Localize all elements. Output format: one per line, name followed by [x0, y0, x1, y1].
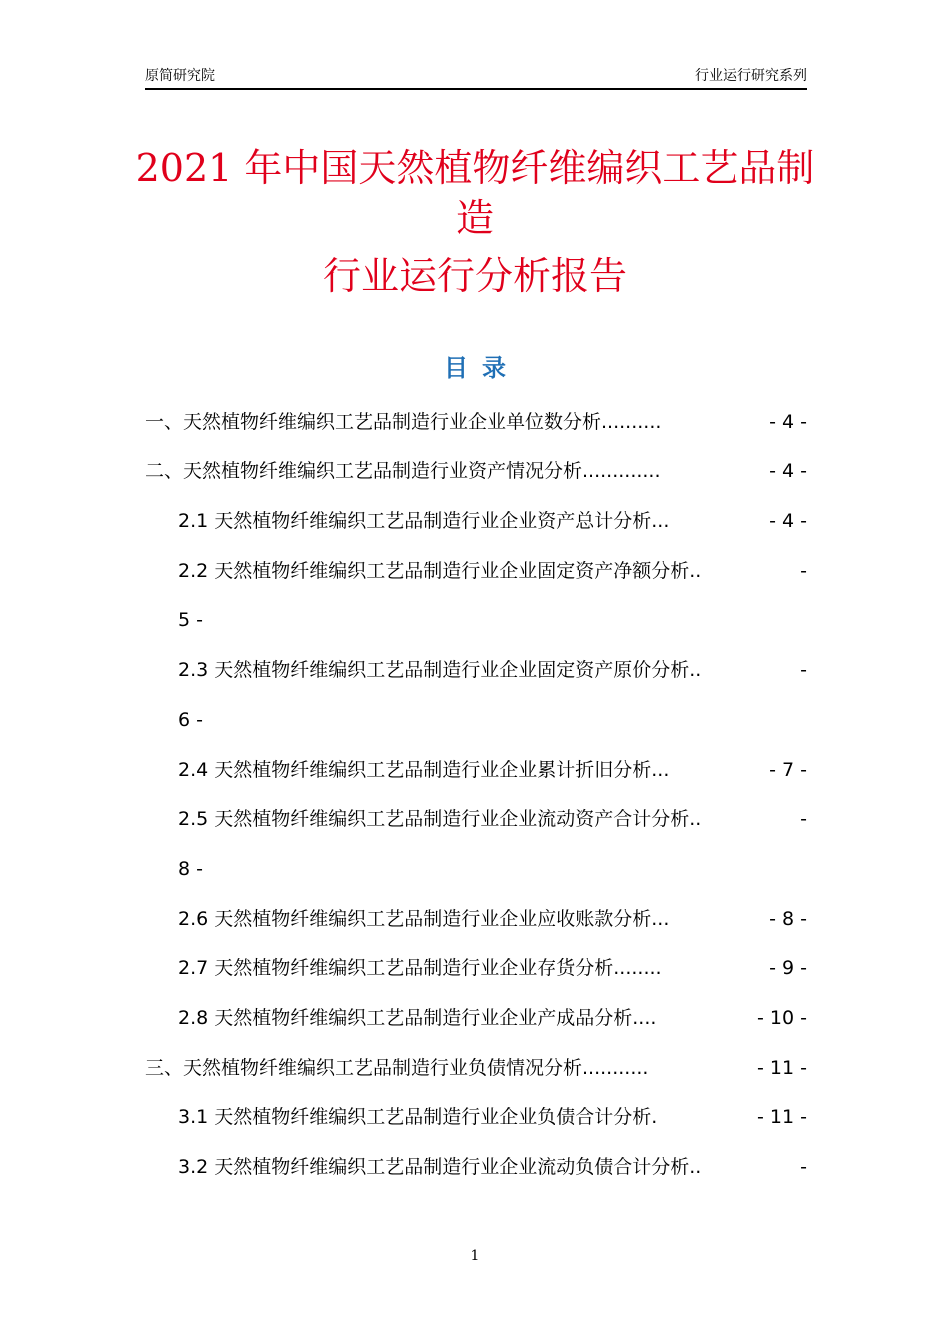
toc-page-2-3[interactable]: - — [800, 659, 807, 681]
toc-page-3-2[interactable]: - — [800, 1156, 807, 1178]
toc-entry-2-4[interactable]: 2.4 天然植物纤维编织工艺品制造行业企业累计折旧分析... — [178, 759, 670, 781]
toc-page-2[interactable]: - 4 - — [769, 460, 807, 482]
report-title-line-3: 行业运行分析报告 — [322, 254, 627, 298]
toc-entry-2-8[interactable]: 2.8 天然植物纤维编织工艺品制造行业企业产成品分析.... — [178, 1007, 657, 1029]
toc-page-2-1[interactable]: - 4 - — [769, 510, 807, 532]
toc-page-2-8[interactable]: - 10 - — [757, 1007, 807, 1029]
toc-page-2-7[interactable]: - 9 - — [769, 957, 807, 979]
toc-page-2-3-wrap[interactable]: 6 - — [178, 709, 203, 731]
page-header — [145, 66, 807, 90]
toc-page-2-5-wrap[interactable]: 8 - — [178, 858, 203, 880]
toc-entry-2-3[interactable]: 2.3 天然植物纤维编织工艺品制造行业企业固定资产原价分析.. — [178, 659, 702, 681]
toc-entry-2[interactable]: 二、天然植物纤维编织工艺品制造行业资产情况分析............. — [145, 460, 661, 482]
report-title-line-1: 2021 年中国天然植物纤维编织工艺品制 — [135, 146, 815, 190]
toc-entry-2-5[interactable]: 2.5 天然植物纤维编织工艺品制造行业企业流动资产合计分析.. — [178, 808, 702, 830]
toc-entry-2-6[interactable]: 2.6 天然植物纤维编织工艺品制造行业企业应收账款分析... — [178, 908, 670, 930]
page-number: 1 — [470, 1248, 480, 1264]
toc-entry-3[interactable]: 三、天然植物纤维编织工艺品制造行业负债情况分析........... — [145, 1057, 649, 1079]
toc-page-1[interactable]: - 4 - — [769, 411, 807, 433]
toc-page-2-5[interactable]: - — [800, 808, 807, 830]
toc-entry-2-1[interactable]: 2.1 天然植物纤维编织工艺品制造行业企业资产总计分析... — [178, 510, 670, 532]
toc-page-2-4[interactable]: - 7 - — [769, 759, 807, 781]
header-organization: 原简研究院 — [145, 68, 215, 84]
toc-entry-3-2[interactable]: 3.2 天然植物纤维编织工艺品制造行业企业流动负债合计分析.. — [178, 1156, 702, 1178]
toc-entry-2-7[interactable]: 2.7 天然植物纤维编织工艺品制造行业企业存货分析........ — [178, 957, 662, 979]
toc-entry-1[interactable]: 一、天然植物纤维编织工艺品制造行业企业单位数分析.......... — [145, 411, 662, 433]
toc-page-2-6[interactable]: - 8 - — [769, 908, 807, 930]
toc-entry-2-2[interactable]: 2.2 天然植物纤维编织工艺品制造行业企业固定资产净额分析.. — [178, 560, 702, 582]
toc-page-3-1[interactable]: - 11 - — [757, 1106, 807, 1128]
toc-page-3[interactable]: - 11 - — [757, 1057, 807, 1079]
toc-entry-3-1[interactable]: 3.1 天然植物纤维编织工艺品制造行业企业负债合计分析. — [178, 1106, 658, 1128]
report-title-line-2: 造 — [455, 196, 494, 240]
toc-page-2-2[interactable]: - — [800, 560, 807, 582]
toc-heading: 目录 — [444, 354, 520, 382]
header-series: 行业运行研究系列 — [695, 68, 807, 84]
toc-page-2-2-wrap[interactable]: 5 - — [178, 609, 203, 631]
